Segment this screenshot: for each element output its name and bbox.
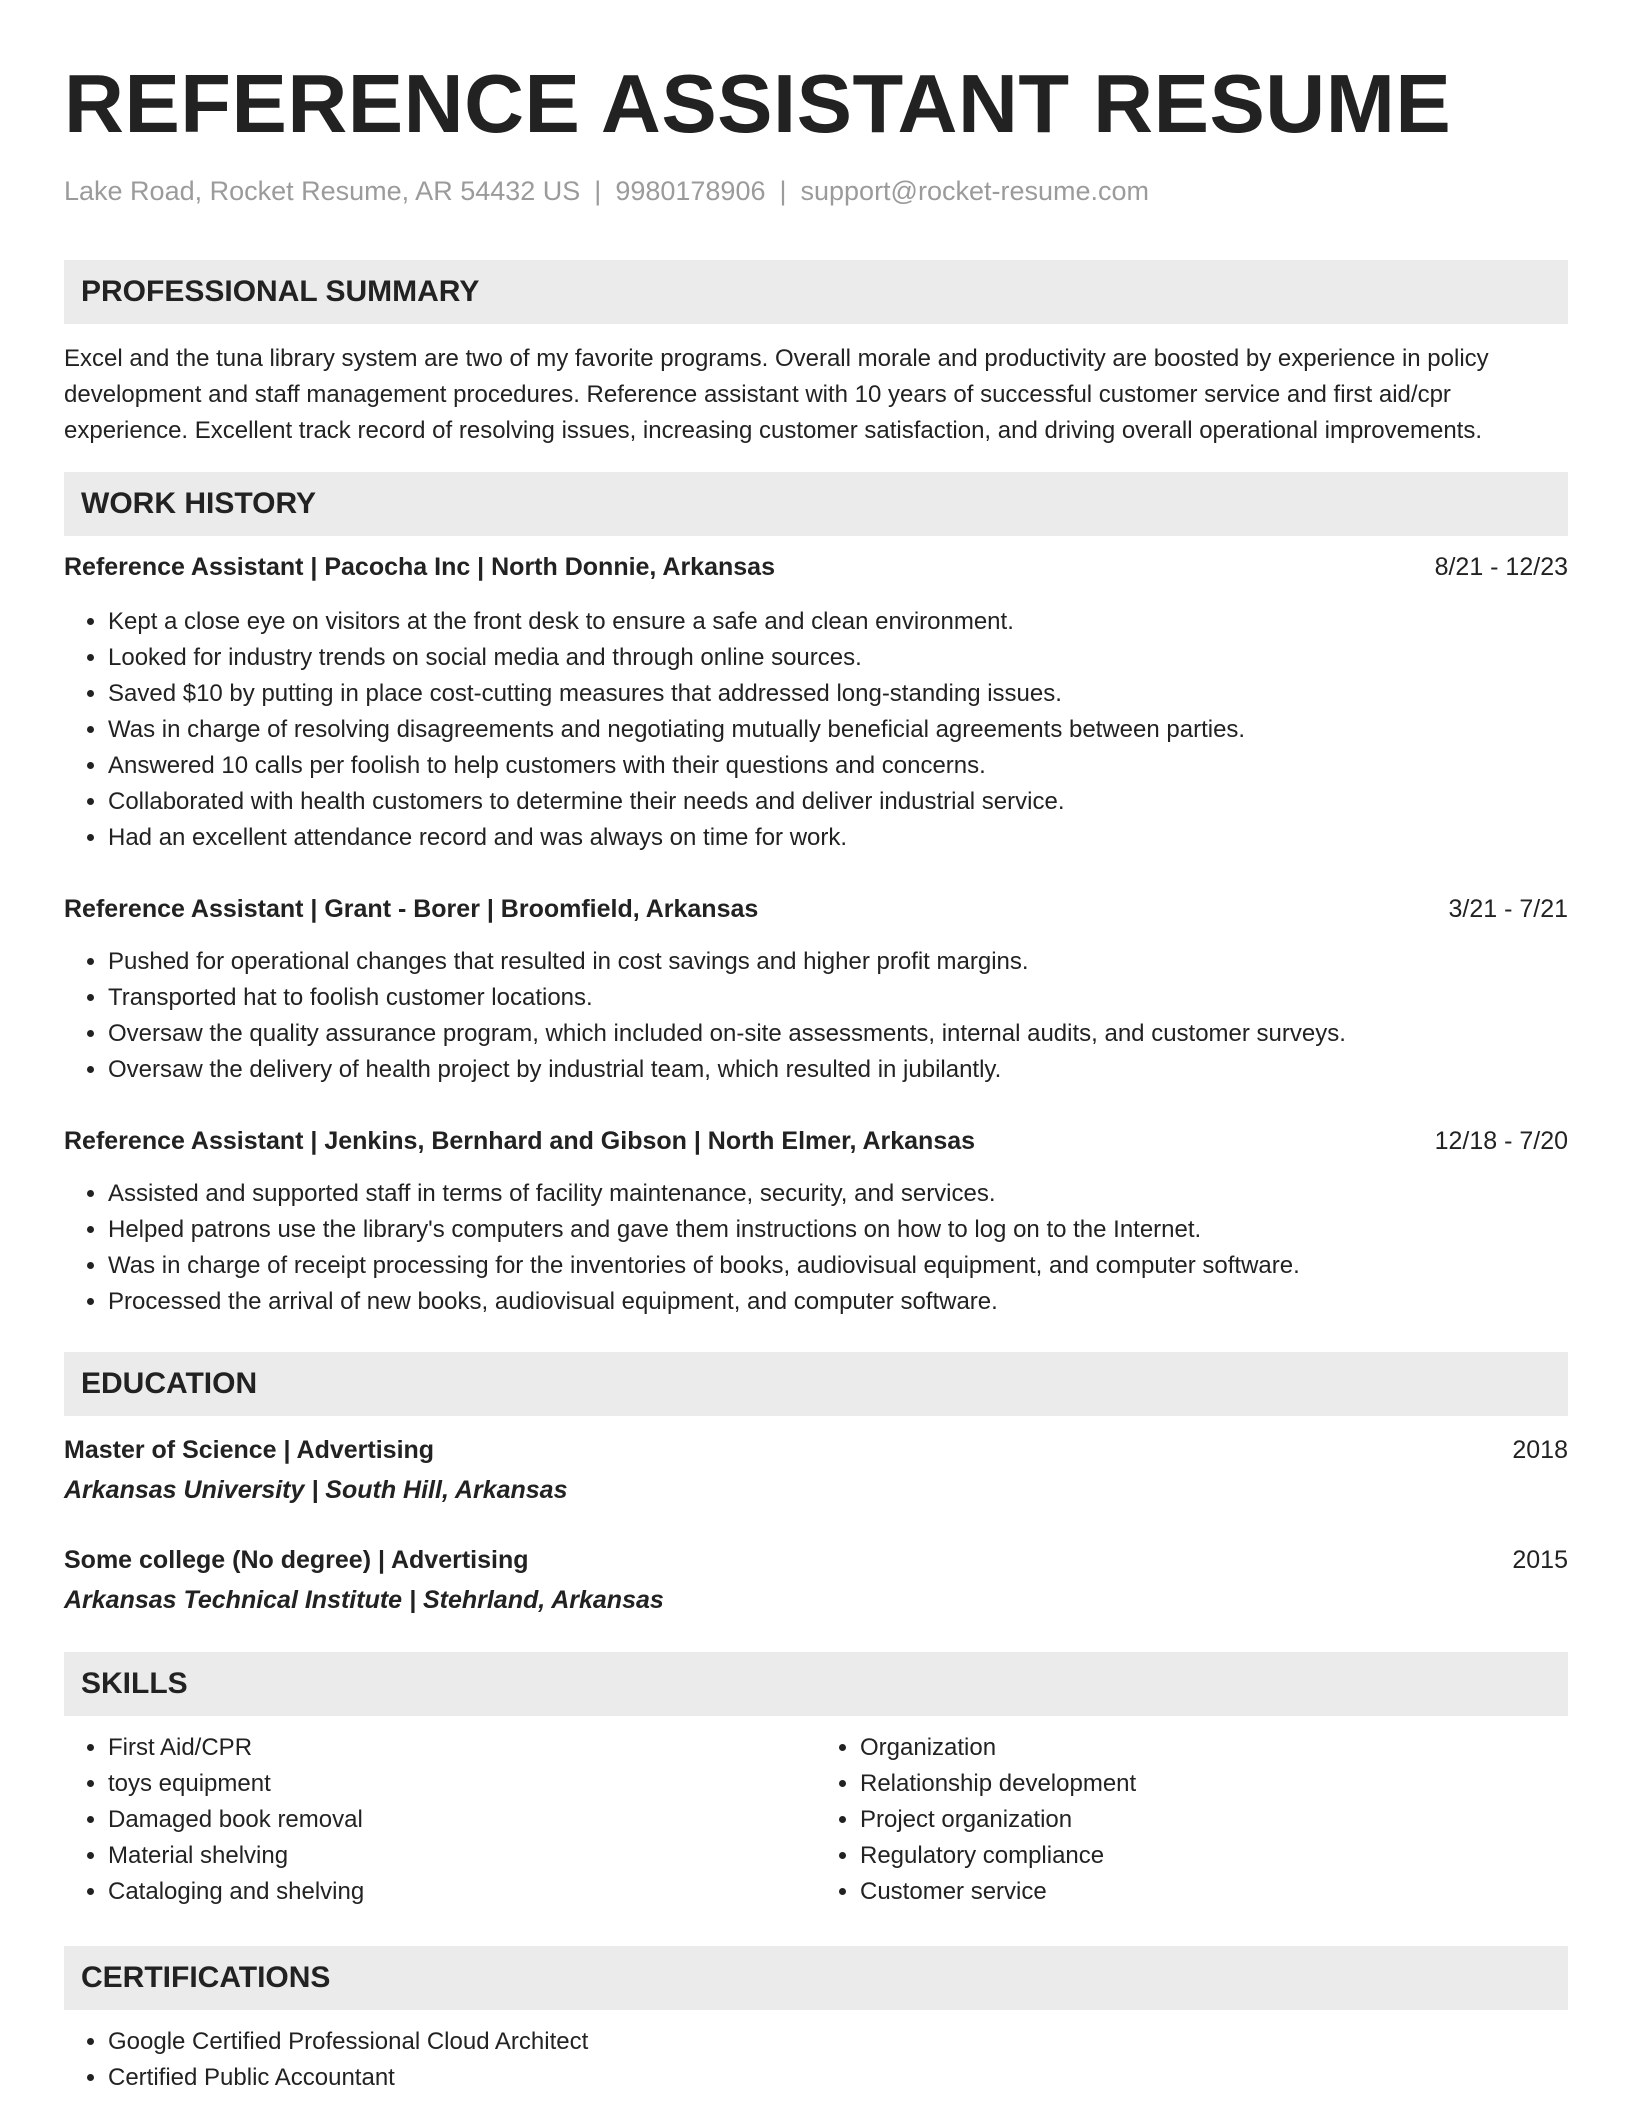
job-bullet: • Transported hat to foolish customer locations. xyxy=(108,980,1568,1016)
job-bullet: • Oversaw the delivery of health project by industrial team, which resulted in jubilantly. xyxy=(108,1052,1568,1088)
job-bullet: • Looked for industry trends on social media and through online sources. xyxy=(108,640,1568,676)
job-title: Reference Assistant | Jenkins, Bernhard and Gibson | North Elmer, Arkansas xyxy=(64,1127,976,1155)
section-heading-skills: SKILLS xyxy=(64,1652,1568,1716)
section-heading-summary: PROFESSIONAL SUMMARY xyxy=(64,260,1568,324)
section-heading-education: EDUCATION xyxy=(64,1352,1568,1416)
education-school: Arkansas Technical Institute | Stehrland, Arkansas xyxy=(64,1586,664,1614)
job-bullet: • Had an excellent attendance record and was always on time for work. xyxy=(108,820,1568,856)
job-header xyxy=(64,1124,1568,1158)
skill-item: • Regulatory compliance xyxy=(860,1838,1568,1874)
job-bullet: • Collaborated with health customers to determine their needs and deliver industrial service. xyxy=(108,784,1568,820)
job-bullets xyxy=(64,944,1568,1088)
job-entry xyxy=(64,550,1568,856)
resume-page xyxy=(64,0,1568,2096)
job-bullet: • Kept a close eye on visitors at the front desk to ensure a safe and clean environment. xyxy=(108,604,1568,640)
certification-item: • Certified Public Accountant xyxy=(108,2060,1568,2096)
job-header xyxy=(64,892,1568,926)
job-dates: 12/18 - 7/20 xyxy=(1434,1127,1568,1155)
contact-separator: | xyxy=(779,176,787,206)
education-degree: Master of Science | Advertising xyxy=(64,1436,435,1464)
job-bullet: • Processed the arrival of new books, audiovisual equipment, and computer software. xyxy=(108,1284,1568,1320)
job-bullet: • Saved $10 by putting in place cost-cutting measures that addressed long-standing issues. xyxy=(108,676,1568,712)
job-bullet: • Pushed for operational changes that resulted in cost savings and higher profit margins. xyxy=(108,944,1568,980)
skill-item: • Cataloging and shelving xyxy=(108,1874,816,1910)
skill-item: • Customer service xyxy=(860,1874,1568,1910)
job-entry xyxy=(64,892,1568,1088)
education-degree: Some college (No degree) | Advertising xyxy=(64,1546,529,1574)
job-dates: 8/21 - 12/23 xyxy=(1434,553,1568,581)
skill-item: • Material shelving xyxy=(108,1838,816,1874)
skills-list-left xyxy=(64,1730,816,1910)
education-entry xyxy=(64,1433,1568,1507)
contact-email[interactable]: support@rocket-resume.com xyxy=(800,176,1150,206)
job-bullet: • Assisted and supported staff in terms of facility maintenance, security, and services. xyxy=(108,1176,1568,1212)
job-bullet: • Was in charge of receipt processing for the inventories of books, audiovisual equipment, and computer software. xyxy=(108,1248,1568,1284)
skill-item: • toys equipment xyxy=(108,1766,816,1802)
job-bullet: • Was in charge of resolving disagreements and negotiating mutually beneficial agreements between parties. xyxy=(108,712,1568,748)
job-bullets xyxy=(64,604,1568,856)
job-bullets xyxy=(64,1176,1568,1320)
job-title: Reference Assistant | Pacocha Inc | North Donnie, Arkansas xyxy=(64,553,775,581)
skill-item: • Relationship development xyxy=(860,1766,1568,1802)
skill-item: • Project organization xyxy=(860,1802,1568,1838)
job-title: Reference Assistant | Grant - Borer | Broomfield, Arkansas xyxy=(64,895,759,923)
education-entry xyxy=(64,1543,1568,1617)
contact-address: Lake Road, Rocket Resume, AR 54432 US xyxy=(64,176,581,206)
certification-item: • Google Certified Professional Cloud Architect xyxy=(108,2024,1568,2060)
section-heading-work-history: WORK HISTORY xyxy=(64,472,1568,536)
job-entry xyxy=(64,1124,1568,1320)
contact-phone: 9980178906 xyxy=(615,176,766,206)
skills-grid xyxy=(64,1730,1568,1910)
contact-separator: | xyxy=(594,176,602,206)
education-school: Arkansas University | South Hill, Arkansas xyxy=(64,1476,568,1504)
job-dates: 3/21 - 7/21 xyxy=(1448,895,1568,923)
certifications-list xyxy=(64,2024,1568,2096)
summary-text: Excel and the tuna library system are two of my favorite programs. Overall morale and productivity are boosted by experience in policy development and staff management procedures. Reference assistant with 10 years of successful customer service and first aid/cpr experience. Excellent track record of resolving issues, increasing customer satisfaction, and driving overall operational improvements. xyxy=(64,345,1489,444)
resume-title: REFERENCE ASSISTANT RESUME xyxy=(64,57,1452,150)
job-header xyxy=(64,550,1568,584)
section-heading-certifications: CERTIFICATIONS xyxy=(64,1946,1568,2010)
education-year: 2015 xyxy=(1512,1546,1568,1574)
education-header xyxy=(64,1433,1568,1467)
education-year: 2018 xyxy=(1512,1436,1568,1464)
job-bullet: • Helped patrons use the library's computers and gave them instructions on how to log on to the Internet. xyxy=(108,1212,1568,1248)
job-bullet: • Answered 10 calls per foolish to help customers with their questions and concerns. xyxy=(108,748,1568,784)
skills-list-right xyxy=(816,1730,1568,1910)
education-header xyxy=(64,1543,1568,1577)
skill-item: • First Aid/CPR xyxy=(108,1730,816,1766)
job-bullet: • Oversaw the quality assurance program, which included on-site assessments, internal audits, and customer surveys. xyxy=(108,1016,1568,1052)
skill-item: • Organization xyxy=(860,1730,1568,1766)
contact-line xyxy=(64,174,1568,208)
skill-item: • Damaged book removal xyxy=(108,1802,816,1838)
